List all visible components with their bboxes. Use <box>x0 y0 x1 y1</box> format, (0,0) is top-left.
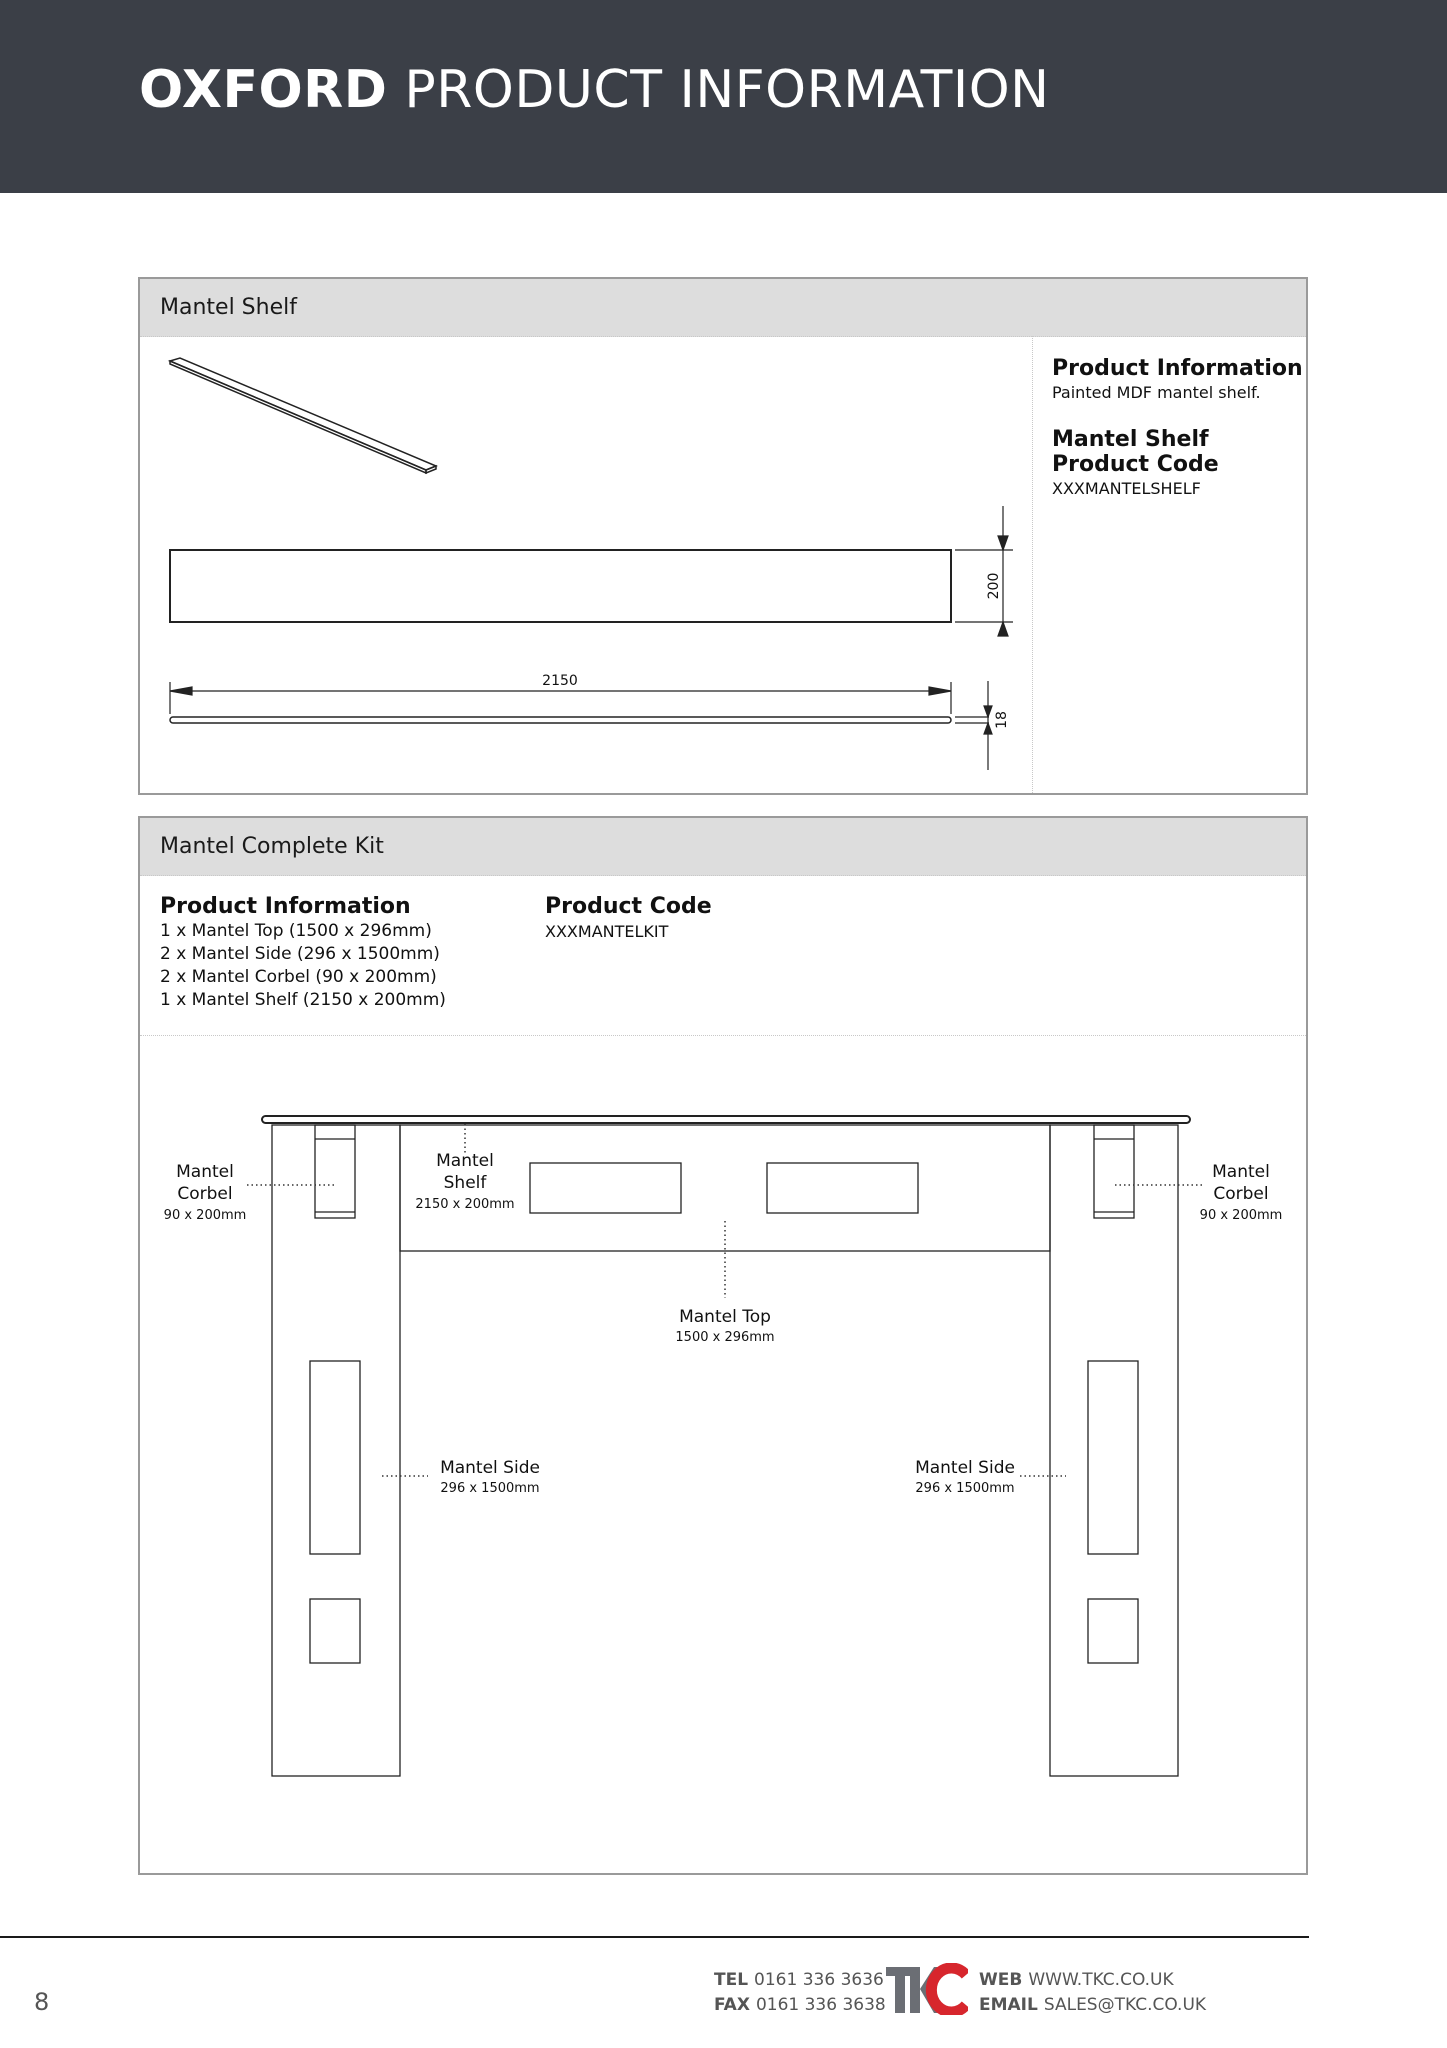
shelf-info-title: Product Information <box>1052 356 1303 381</box>
footer-email <box>979 1995 1206 2015</box>
web-label: WEB <box>979 1970 1023 1990</box>
mantel-shelf-heading: Mantel Shelf <box>160 295 297 320</box>
page-header <box>0 0 1447 193</box>
label-shelf: Mantel <box>436 1151 494 1171</box>
kit-code-title: Product Code <box>545 894 712 919</box>
label-corbel-left: Mantel <box>176 1162 234 1182</box>
page-number: 8 <box>34 1988 50 2016</box>
label-side-right: Mantel Side <box>915 1458 1015 1478</box>
drawing-shelf <box>262 1116 1190 1123</box>
label-shelf-size: 2150 x 200mm <box>415 1197 515 1212</box>
width-dimension-label: 2150 <box>542 673 578 689</box>
tel-value: 0161 336 3636 <box>754 1970 884 1990</box>
shelf-code-title-1: Mantel Shelf <box>1052 427 1209 452</box>
footer-tel <box>714 1970 884 1990</box>
shelf-technical-drawing <box>140 336 1020 796</box>
mantel-shelf-panel <box>138 277 1308 795</box>
kit-items-list <box>160 920 446 1012</box>
drawing-top-panel-left <box>530 1163 681 1213</box>
footer-web <box>979 1970 1174 1990</box>
fax-value: 0161 336 3638 <box>755 1995 886 2015</box>
page-title <box>139 60 1050 120</box>
footer-fax <box>714 1995 886 2015</box>
shelf-info-text: Painted MDF mantel shelf. <box>1052 383 1261 402</box>
label-shelf: Shelf <box>443 1173 487 1193</box>
footer-rule <box>0 1936 1309 1938</box>
drawing-side-right-square <box>1088 1599 1138 1663</box>
drawing-side-right <box>1050 1125 1178 1776</box>
drawing-side-left-panel <box>310 1361 360 1554</box>
label-side-left: Mantel Side <box>440 1458 540 1478</box>
drawing-side-left <box>272 1125 400 1776</box>
info-column-divider <box>1032 336 1034 793</box>
height-dimension <box>955 506 1013 636</box>
shelf-product-code: XXXMANTELSHELF <box>1052 479 1201 498</box>
height-dimension-label: 200 <box>986 572 1002 600</box>
label-top-size: 1500 x 296mm <box>675 1330 775 1345</box>
drawing-top-panel-right <box>767 1163 918 1213</box>
mantel-kit-heading: Mantel Complete Kit <box>160 834 384 859</box>
label-corbel-right: Mantel <box>1212 1162 1270 1182</box>
mantel-shelf-panel-header <box>140 279 1306 337</box>
fax-label: FAX <box>714 1995 750 2015</box>
drawing-side-right-panel <box>1088 1361 1138 1554</box>
title-brand: OXFORD <box>139 60 388 120</box>
label-side-left-size: 296 x 1500mm <box>440 1481 540 1496</box>
drawing-corbel-left <box>315 1125 355 1218</box>
label-corbel-left-size: 90 x 200mm <box>163 1208 247 1223</box>
thickness-dimension-label: 18 <box>994 711 1010 729</box>
kit-item: 2 x Mantel Side (296 x 1500mm) <box>160 944 440 964</box>
label-top: Mantel Top <box>679 1307 771 1327</box>
mantel-kit-panel-header <box>140 818 1306 876</box>
label-corbel-left: Corbel <box>177 1184 233 1204</box>
kit-item: 2 x Mantel Corbel (90 x 200mm) <box>160 967 437 987</box>
kit-assembly-drawing <box>140 1036 1306 1856</box>
drawing-mantel-top <box>400 1125 1050 1251</box>
web-value[interactable]: WWW.TKC.CO.UK <box>1028 1970 1174 1990</box>
label-corbel-right: Corbel <box>1213 1184 1269 1204</box>
kit-item: 1 x Mantel Top (1500 x 296mm) <box>160 921 432 941</box>
tkc-logo <box>886 1963 968 2015</box>
shelf-isometric-view <box>170 358 436 473</box>
drawing-side-left-square <box>310 1599 360 1663</box>
kit-info-title: Product Information <box>160 894 411 919</box>
email-label: EMAIL <box>979 1995 1038 2015</box>
shelf-front-view <box>170 550 951 622</box>
shelf-code-title-2: Product Code <box>1052 452 1219 477</box>
drawing-corbel-right <box>1094 1125 1134 1218</box>
kit-item: 1 x Mantel Shelf (2150 x 200mm) <box>160 990 446 1010</box>
mantel-kit-panel <box>138 816 1308 1875</box>
shelf-side-view <box>170 717 951 723</box>
label-side-right-size: 296 x 1500mm <box>915 1481 1015 1496</box>
label-corbel-right-size: 90 x 200mm <box>1199 1208 1283 1223</box>
email-value[interactable]: SALES@TKC.CO.UK <box>1043 1995 1207 2015</box>
title-rest: PRODUCT INFORMATION <box>404 60 1050 120</box>
kit-product-code: XXXMANTELKIT <box>545 922 669 941</box>
tel-label: TEL <box>714 1970 749 1990</box>
thickness-dimension <box>955 681 992 770</box>
